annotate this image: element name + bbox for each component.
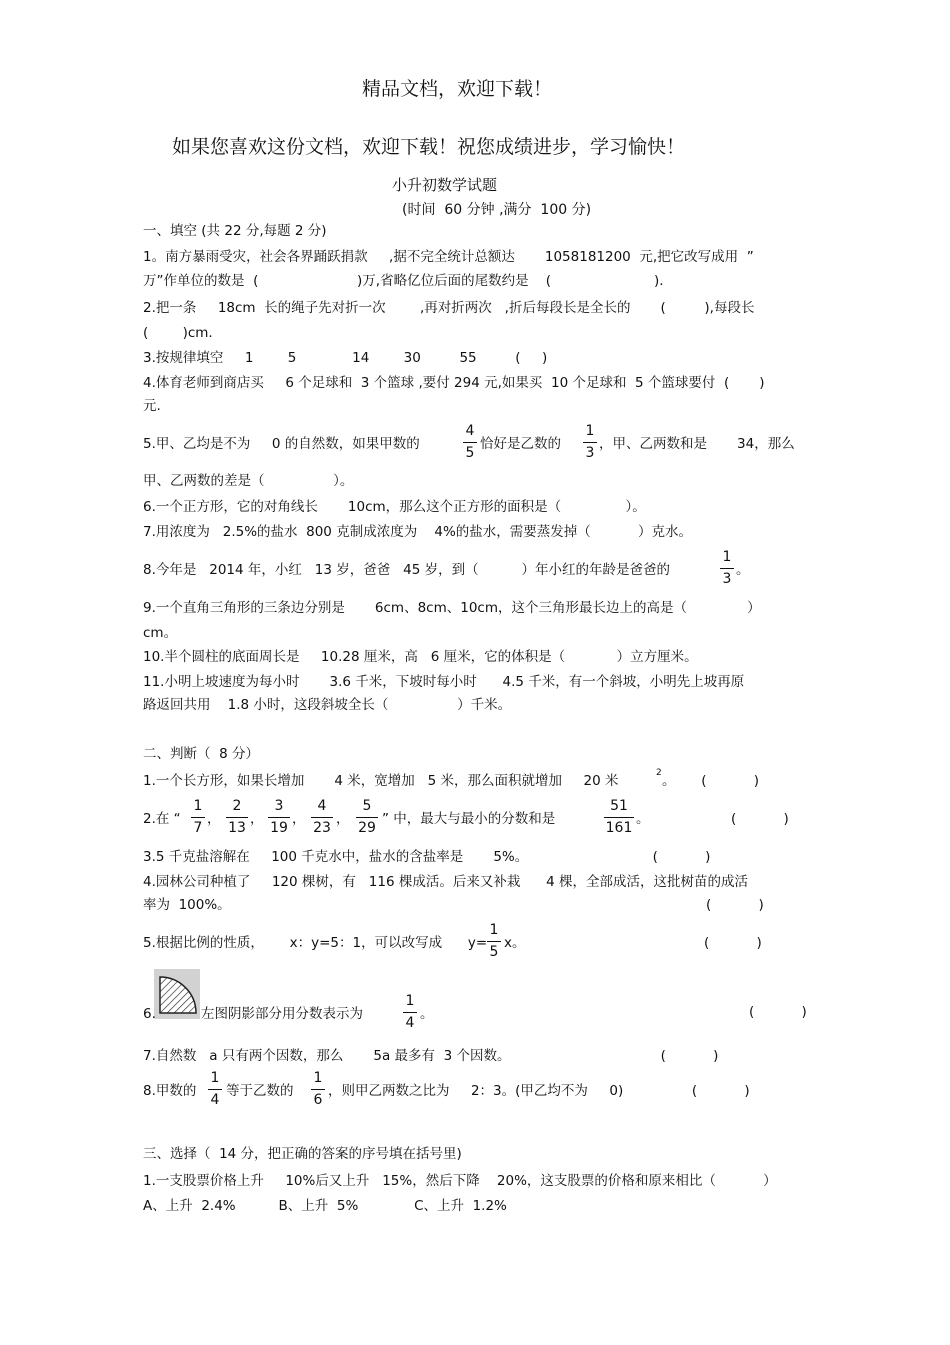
q1-5-text-b: 恰好是乙数的	[480, 436, 561, 452]
denominator: 6	[313, 1092, 323, 1108]
q1-11-line-b: 路返回共用 1.8 小时，这段斜坡全长（ ）千米。	[143, 697, 512, 713]
q1-9-line-b: cm。	[143, 625, 178, 641]
q1-5-text-a: 5.甲、乙均是不为 0 的自然数，如果甲数的	[143, 436, 420, 452]
q2-2-end: 。 ( )	[636, 811, 789, 827]
q1-4-line-a: 4.体育老师到商店买 6 个足球和 3 个篮球 ,要付 294 元,如果买 10 个足球和 5 个篮球要付 ( )	[143, 375, 765, 391]
q2-6-end: 。	[420, 1006, 434, 1022]
q2-4-line-a: 4.园林公司种植了 120 棵树，有 116 棵成活。后来又补栽 4 棵，全部成活，这批树苗的成活	[143, 874, 748, 890]
q1-7: 7.用浓度为 2.5%的盐水 800 克制成浓度为 4%的盐水，需要蒸发掉（ ）克水。	[143, 524, 692, 540]
denominator: 7	[193, 820, 203, 836]
q1-2-line-b: ( )cm.	[143, 325, 213, 341]
q1-8-end: 。	[736, 562, 750, 578]
numerator: 4	[465, 423, 475, 439]
denominator: 161	[605, 820, 633, 836]
numerator: 5	[362, 798, 372, 814]
numerator: 1	[722, 549, 732, 565]
numerator: 1	[210, 1070, 220, 1086]
denominator: 5	[489, 944, 499, 960]
promo-line-2: 如果您喜欢这份文档，欢迎下载！祝您成绩进步，学习愉快！	[172, 136, 686, 158]
q2-5-blank: ( )	[704, 935, 762, 951]
q2-2-text-b: ” 中，最大与最小的分数和是	[382, 811, 556, 827]
q3-1: 1.一支股票价格上升 10%后又上升 15%，然后下降 20%，这支股票的价格和原来相比（ ）	[143, 1173, 777, 1189]
numerator: 1	[585, 423, 595, 439]
exam-title: 小升初数学试题	[392, 176, 498, 194]
q1-8-text: 8.今年是 2014 年，小红 13 岁，爸爸 45 岁，到（ ）年小红的年龄是爸爸的	[143, 562, 671, 578]
fraction-1-5	[487, 922, 501, 961]
separator: ，	[292, 811, 306, 827]
q2-6-text: 左图阴影部分用分数表示为	[201, 1006, 363, 1022]
q2-4-line-b: 率为 100%。	[143, 897, 231, 913]
fraction-5-29	[356, 798, 378, 837]
fraction-51-161	[604, 798, 634, 837]
promo-line-1: 精品文档，欢迎下载！	[362, 78, 553, 100]
q2-5-text: 5.根据比例的性质， x：y=5：1，可以改写成 y=	[143, 935, 488, 951]
q2-3: 3.5 千克盐溶解在 100 千克水中，盐水的含盐率是 5%。 ( )	[143, 849, 711, 865]
denominator: 19	[270, 820, 288, 836]
q2-2-text-a: 2.在 “	[143, 811, 181, 827]
q1-1-line-b: 万”作单位的数是 ( )万,省略亿位后面的尾数约是 ( ).	[143, 273, 664, 289]
numerator: 1	[405, 993, 415, 1009]
q2-4-blank: ( )	[706, 897, 764, 913]
q1-4-line-b: 元.	[143, 398, 161, 414]
denominator: 4	[405, 1015, 415, 1031]
exam-subtitle: (时间 60 分钟 ,满分 100 分)	[402, 202, 592, 218]
numerator: 2	[232, 798, 242, 814]
section-1-heading: 一、填空 (共 22 分,每题 2 分)	[143, 223, 327, 239]
fraction-1-6	[311, 1070, 325, 1109]
q1-11-line-a: 11.小明上坡速度为每小时 3.6 千米，下坡时每小时 4.5 千米，有一个斜坡，小明先上坡再原	[143, 674, 745, 690]
q2-6-blank: ( )	[749, 1004, 807, 1020]
fraction-1-4	[403, 993, 417, 1032]
separator: ，	[336, 811, 350, 827]
denominator: 3	[585, 445, 595, 461]
fraction-4-5	[463, 423, 477, 462]
q1-1-line-a: 1。南方暴雨受灾，社会各界踊跃捐款 ,据不完全统计总额达 1058181200 元,把它改写成用 ”	[143, 249, 754, 265]
q1-3: 3.按规律填空 1 5 14 30 55 ( )	[143, 350, 548, 366]
q2-8-text-a: 8.甲数的	[143, 1083, 197, 1099]
q1-6: 6.一个正方形，它的对角线长 10cm，那么这个正方形的面积是（ ）。	[143, 499, 646, 515]
q2-8-text-b: 等于乙数的	[226, 1083, 294, 1099]
numerator: 4	[317, 798, 327, 814]
hatched-quarter-circle-icon	[154, 969, 200, 1019]
quarter-circle-figure	[154, 969, 200, 1019]
separator: ，	[207, 811, 221, 827]
fraction-1-3	[583, 423, 597, 462]
denominator: 29	[358, 820, 376, 836]
q2-7: 7.自然数 a 只有两个因数，那么 5a 最多有 3 个因数。 ( )	[143, 1048, 719, 1064]
q1-5-text-c: ，甲、乙两数和是 34，那么	[599, 436, 795, 452]
numerator: 1	[193, 798, 203, 814]
numerator: 51	[610, 798, 628, 814]
denominator: 13	[228, 820, 246, 836]
denominator: 5	[465, 445, 475, 461]
denominator: 4	[210, 1092, 220, 1108]
denominator: 23	[313, 820, 331, 836]
q3-1-options: A、上升 2.4% B、上升 5% C、上升 1.2%	[143, 1198, 507, 1214]
numerator: 1	[489, 922, 499, 938]
q1-10: 10.半个圆柱的底面周长是 10.28 厘米，高 6 厘米，它的体积是（ ）立方厘米。	[143, 649, 698, 665]
q1-2-line-a: 2.把一条 18cm 长的绳子先对折一次 ,再对折两次 ,折后每段长是全长的 ( ),每段长	[143, 300, 755, 316]
q2-1-text: 1.一个长方形，如果长增加 4 米，宽增加 5 米，那么面积就增加 20 米	[143, 773, 619, 789]
section-2-heading: 二、判断（ 8 分）	[143, 746, 259, 762]
separator: ，	[250, 811, 264, 827]
section-3-heading: 三、选择（ 14 分，把正确的答案的序号填在括号里)	[143, 1146, 462, 1162]
numerator: 3	[274, 798, 284, 814]
q2-8-text-c: ，则甲乙两数之比为 2：3。(甲乙均不为 0) ( )	[328, 1083, 750, 1099]
q2-6-number: 6.	[143, 1006, 156, 1022]
superscript-2: 2	[656, 768, 662, 778]
q2-5-end: x。	[504, 935, 526, 951]
q1-9-line-a: 9.一个直角三角形的三条边分别是 6cm、8cm、10cm，这个三角形最长边上的高是（ ）	[143, 600, 761, 616]
q1-5-line-b: 甲、乙两数的差是（ ）。	[143, 473, 354, 489]
fraction-4-23	[311, 798, 333, 837]
fraction-3-19	[268, 798, 290, 837]
numerator: 1	[313, 1070, 323, 1086]
fraction-1-7	[191, 798, 205, 837]
fraction-1-3-b	[720, 549, 734, 588]
q2-1-end: 。 ( )	[662, 773, 759, 789]
fraction-1-4-b	[208, 1070, 222, 1109]
denominator: 3	[722, 571, 732, 587]
fraction-2-13	[226, 798, 248, 837]
